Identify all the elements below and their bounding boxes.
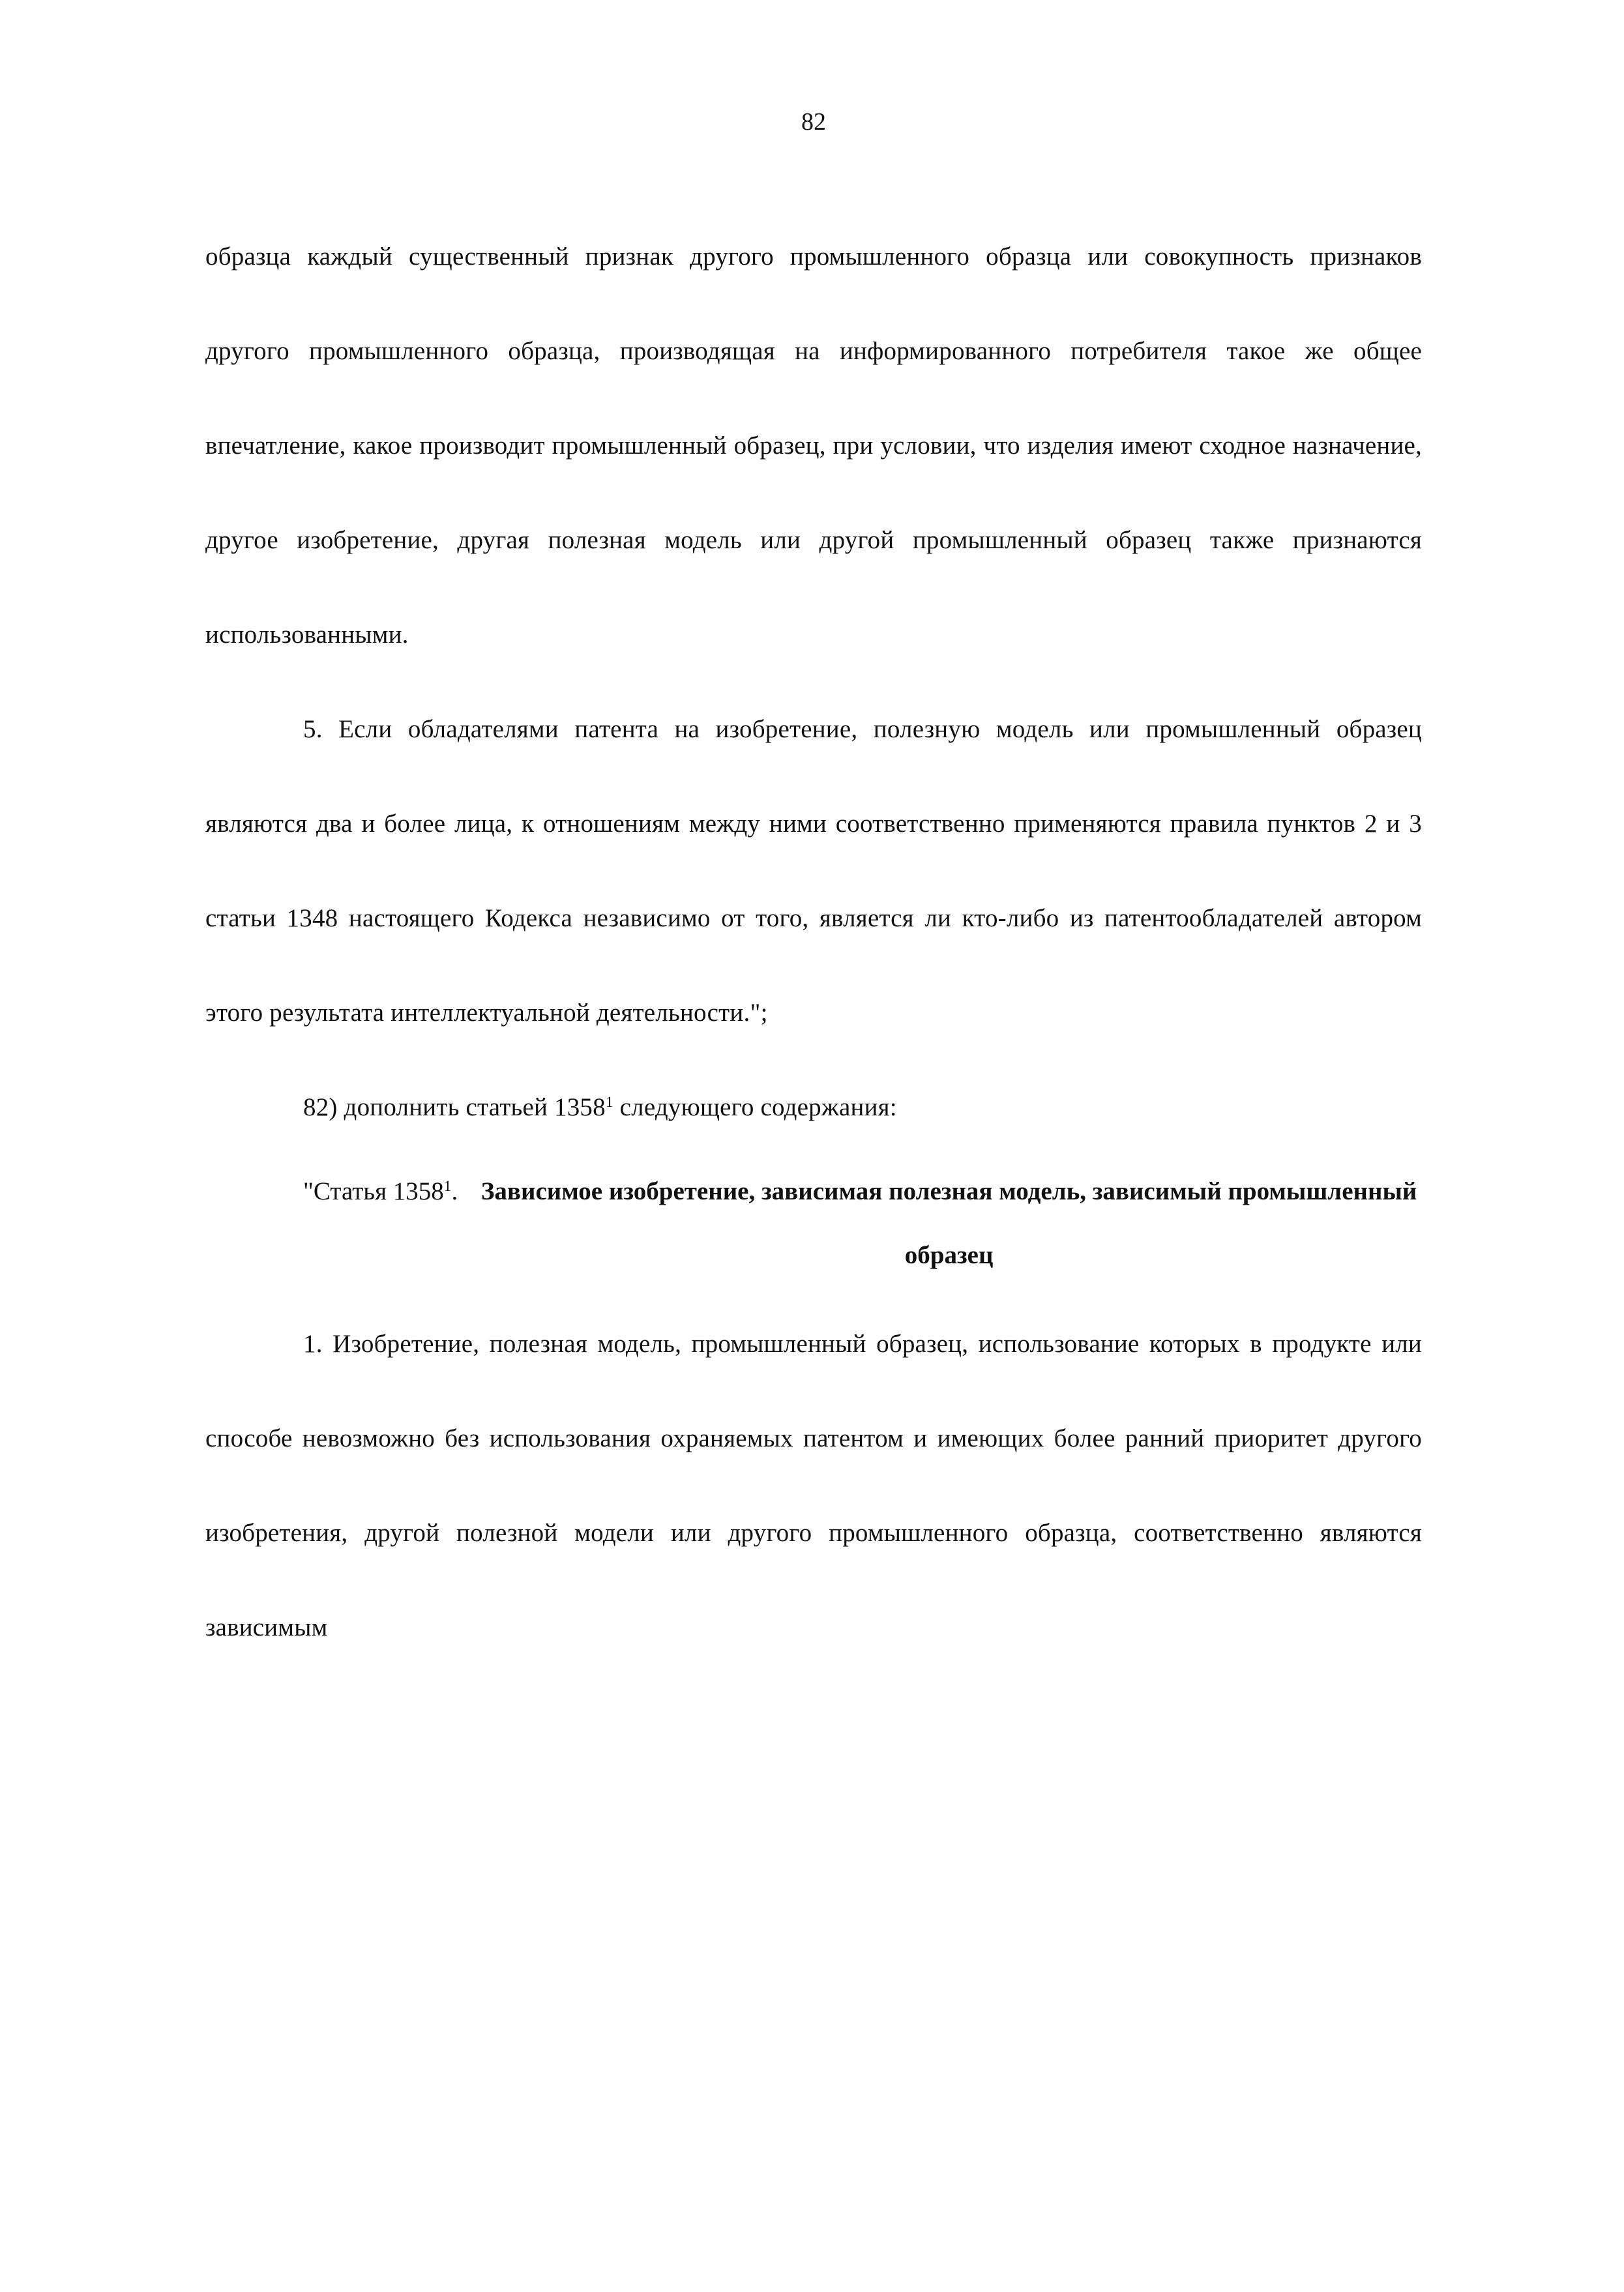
paragraph-text: 82) дополнить статьей 1358 [303, 1093, 606, 1121]
superscript: 1 [605, 1094, 613, 1111]
article-label-text: "Статья 1358 [303, 1177, 444, 1205]
article-label [303, 1160, 458, 1224]
paragraph-text: следующего содержания: [613, 1093, 897, 1121]
article-heading [205, 1160, 1422, 1287]
paragraph-item-1: 1. Изобретение, полезная модель, промышленный образец, использование которых в продукте или способе невозможно без использования охраняемых патентом и имеющих более ранний приоритет другого изобретения, другой полезной модели или другого промышленного образца, соответственно являются зависимым [205, 1330, 1422, 1641]
paragraph-item-82 [205, 1060, 1422, 1154]
superscript: 1 [443, 1178, 452, 1196]
paragraph-continuation: образца каждый существенный признак другого промышленного образца или совокупность признаков другого промышленного образца, производящая на информированного потребителя такое же общее впечатление, какое производит промышленный образец, при условии, что изделия имеют сходное назначение, другое изобретение, другая полезная модель или другой промышленный образец также признаются использованными. [205, 242, 1422, 649]
article-title: Зависимое изобретение, зависимая полезная модель, зависимый промышленный образец [480, 1177, 1417, 1269]
paragraph-item-5: 5. Если обладателями патента на изобретение, полезную модель или промышленный образец являются два и более лица, к отношениям между ними соответственно применяются правила пунктов 2 и 3 статьи 1348 настоящего Кодекса независимо от того, является ли кто-либо из патентообладателей автором этого результата интеллектуальной деятельности."; [205, 715, 1422, 1027]
article-label-text: . [451, 1177, 458, 1205]
page-number: 82 [801, 108, 826, 136]
